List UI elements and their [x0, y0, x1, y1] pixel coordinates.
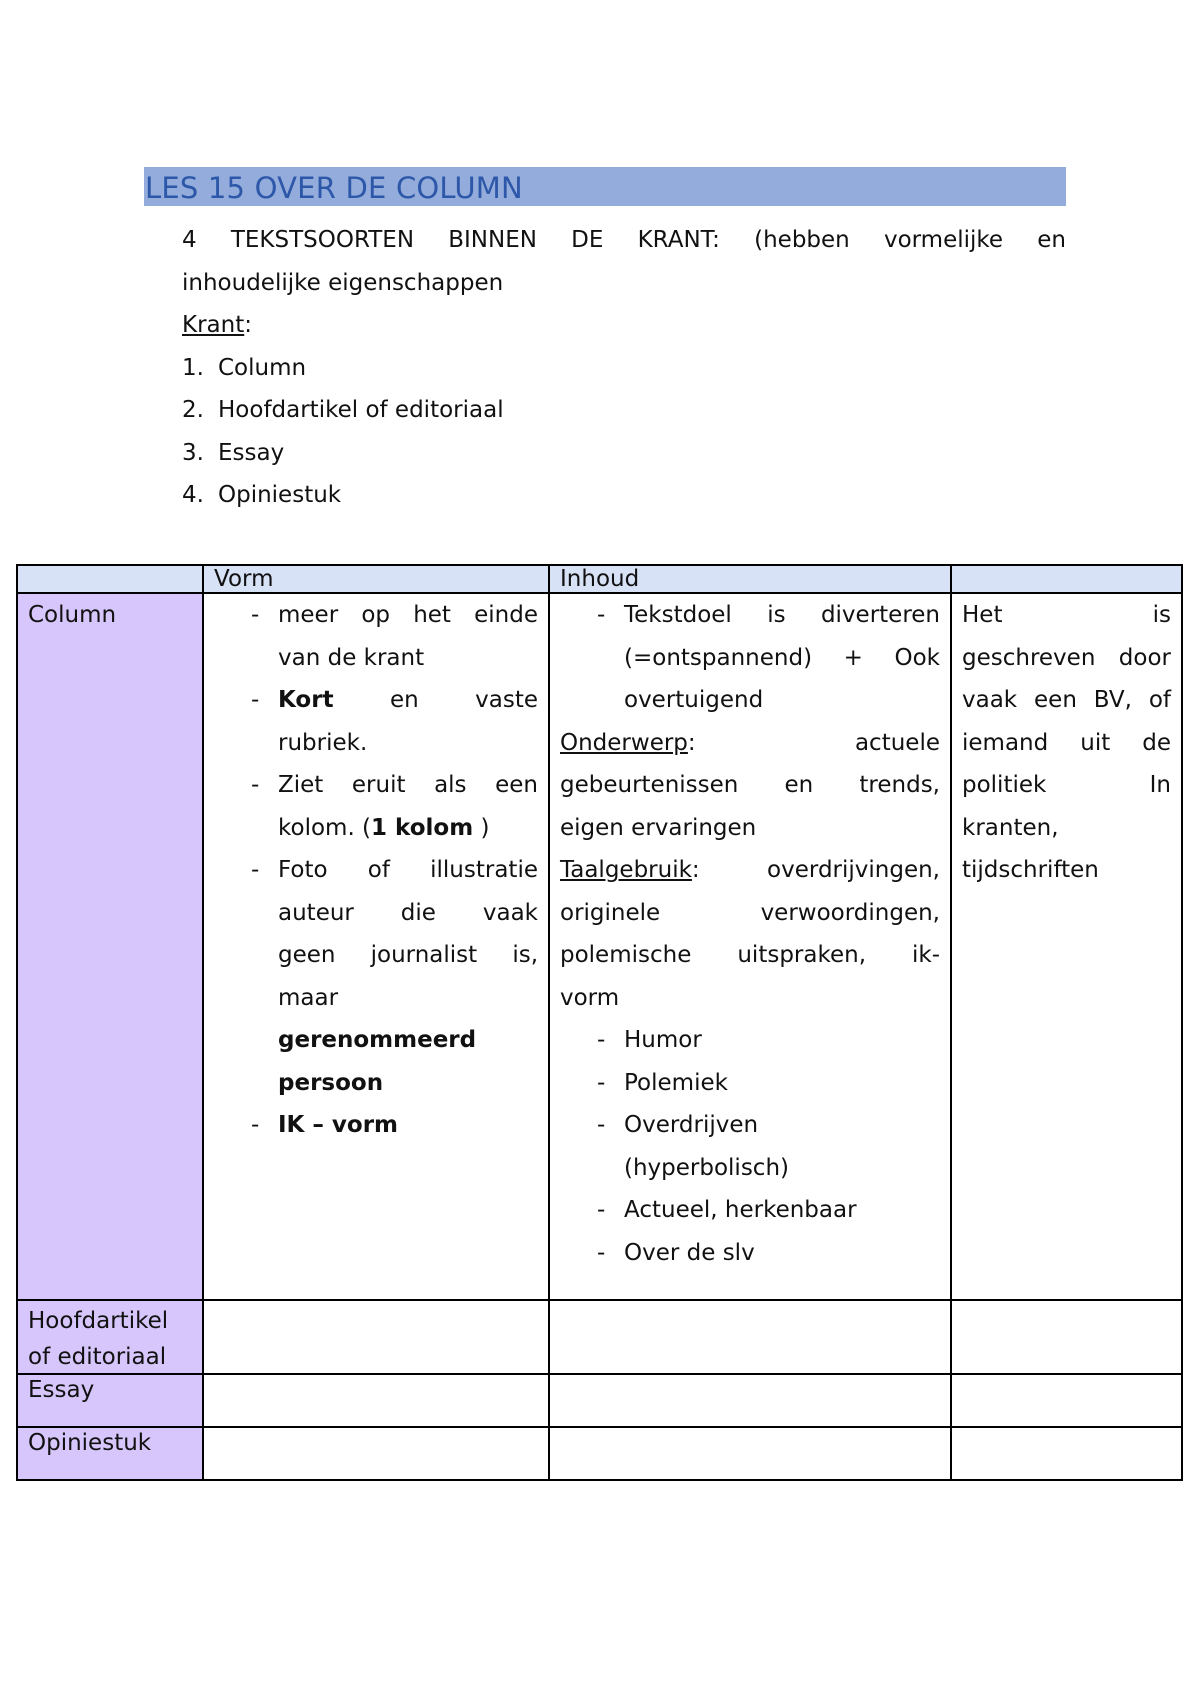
list-number: 4. — [182, 482, 204, 508]
intro-line-2: inhoudelijke eigenschappen — [182, 269, 504, 296]
intro-section — [182, 219, 1066, 517]
header-cell-vorm: Vorm — [203, 565, 549, 593]
text-types-list — [182, 347, 1066, 517]
page-title: LES 15 OVER DE COLUMN — [145, 171, 523, 205]
list-item — [182, 347, 1066, 390]
cell-essay-vorm — [203, 1374, 549, 1427]
list-item — [182, 389, 1066, 432]
page-title-bar — [144, 167, 1066, 206]
table-row-column — [17, 593, 1182, 1300]
header-cell-empty — [17, 565, 203, 593]
krant-heading — [182, 304, 1066, 347]
vorm-item: - Ziet eruit als een kolom. (1 kolom ) — [251, 772, 538, 841]
cell-column-extra: Het is geschreven door vaak een BV, of iemand uit de politiek In kranten, tijdschriften — [951, 593, 1182, 1300]
list-item — [182, 432, 1066, 475]
list-number: 1. — [182, 354, 204, 381]
table-header-row — [17, 565, 1182, 593]
list-text: Essay — [218, 439, 285, 466]
cell-essay-extra — [951, 1374, 1182, 1427]
inhoud-sub-item: - Actueel, herkenbaar — [597, 1197, 857, 1223]
cell-hoofdartikel-vorm — [203, 1300, 549, 1374]
row-label-column: Column — [17, 593, 203, 1300]
cell-opiniestuk-vorm — [203, 1427, 549, 1480]
header-cell-inhoud: Inhoud — [549, 565, 951, 593]
table-row-essay — [17, 1374, 1182, 1427]
table-row-opiniestuk — [17, 1427, 1182, 1480]
cell-essay-inhoud — [549, 1374, 951, 1427]
header-cell-extra — [951, 565, 1182, 593]
inhoud-sub-item: - Polemiek — [597, 1069, 728, 1096]
krant-label: Krant — [182, 312, 245, 338]
cell-opiniestuk-inhoud — [549, 1427, 951, 1480]
vorm-item: - IK – vorm — [251, 1112, 398, 1138]
krant-colon: : — [244, 312, 252, 338]
vorm-item: - meer op het einde van de krant — [251, 602, 538, 671]
table-row-hoofdartikel — [17, 1300, 1182, 1374]
taalgebruik-line: Taalgebruik: overdrijvingen, — [560, 857, 940, 883]
onderwerp-line: Onderwerp: actuele — [560, 729, 940, 756]
vorm-item: - Kort en vaste rubriek. — [251, 687, 538, 756]
list-text: Opiniestuk — [218, 482, 342, 508]
row-label-essay: Essay — [17, 1374, 203, 1427]
cell-hoofdartikel-inhoud — [549, 1300, 951, 1374]
row-label-hoofdartikel: Hoofdartikel of editoriaal — [17, 1300, 203, 1374]
intro-line-1: 4 TEKSTSOORTEN BINNEN DE KRANT: (hebben vormelijke en — [182, 227, 1066, 253]
list-text: Column — [218, 354, 307, 381]
inhoud-sub-item: - Over de slv — [597, 1239, 755, 1266]
list-number: 2. — [182, 397, 204, 423]
row-label-opiniestuk: Opiniestuk — [17, 1427, 203, 1480]
cell-hoofdartikel-extra — [951, 1300, 1182, 1374]
cell-column-inhoud: - Tekstdoel is diverteren (=ontspannend) + Ook overtuigend Onderwerp: actuele gebeurtenissen en trends, eigen ervaringen Taalgebruik: overdrijvingen, originele verwoordingen, polemische uitspraken, ik- vorm - Humor - Polemiek - Overdrijven (hyperbolisch) - Actueel, herkenbaar - Over de slv — [549, 593, 951, 1300]
text-types-table — [16, 564, 1183, 1481]
list-text: Hoofdartikel of editoriaal — [218, 397, 504, 423]
list-number: 3. — [182, 439, 204, 466]
inhoud-sub-item: - Humor — [597, 1027, 702, 1053]
cell-opiniestuk-extra — [951, 1427, 1182, 1480]
list-item — [182, 474, 1066, 517]
cell-column-vorm — [203, 593, 549, 1300]
inhoud-item: - Tekstdoel is diverteren (=ontspannend) + Ook overtuigend — [597, 602, 940, 713]
inhoud-sub-item: - Overdrijven (hyperbolisch) — [597, 1112, 789, 1181]
vorm-item: - Foto of illustratie auteur die vaak geen journalist is, maar gerenommeerd persoon — [251, 857, 538, 1096]
